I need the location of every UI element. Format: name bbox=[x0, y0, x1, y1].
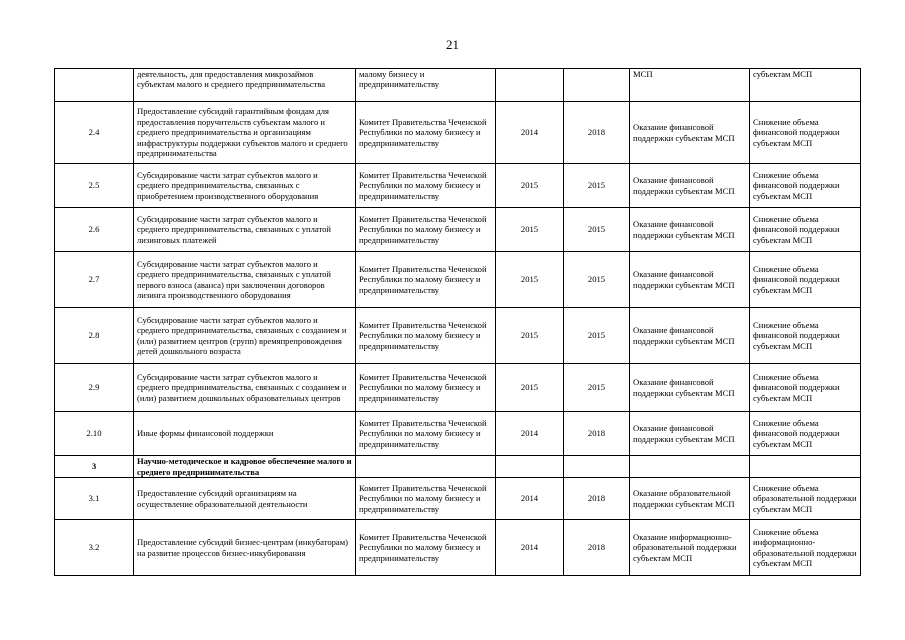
end-year-cell: 2018 bbox=[564, 412, 630, 456]
row-number: 3.2 bbox=[55, 520, 134, 576]
indicator-cell: Снижение объема финансовой поддержки субъектам МСП bbox=[750, 364, 861, 412]
row-number: 2.6 bbox=[55, 208, 134, 252]
result-cell: Оказание финансовой поддержки субъектам МСП bbox=[630, 102, 750, 164]
result-cell: Оказание финансовой поддержки субъектам МСП bbox=[630, 308, 750, 364]
indicator-cell bbox=[750, 456, 861, 478]
executor-cell: Комитет Правительства Чеченской Республики по малому бизнесу и предпринимательству bbox=[356, 102, 496, 164]
executor-cell: Комитет Правительства Чеченской Республики по малому бизнесу и предпринимательству bbox=[356, 478, 496, 520]
end-year-cell: 2015 bbox=[564, 164, 630, 208]
executor-cell: Комитет Правительства Чеченской Республики по малому бизнесу и предпринимательству bbox=[356, 308, 496, 364]
end-year-cell bbox=[564, 456, 630, 478]
end-year-cell: 2015 bbox=[564, 252, 630, 308]
action-cell: Предоставление субсидий бизнес-центрам (инкубаторам) на развитие процессов бизнес-инкубирования bbox=[134, 520, 356, 576]
action-cell: Субсидирование части затрат субъектов малого и среднего предпринимательства, связанных с приобретением производственного оборудования bbox=[134, 164, 356, 208]
table-row bbox=[55, 208, 861, 252]
executor-cell: Комитет Правительства Чеченской Республики по малому бизнесу и предпринимательству bbox=[356, 252, 496, 308]
table-row bbox=[55, 69, 861, 102]
result-cell: Оказание финансовой поддержки субъектам МСП bbox=[630, 412, 750, 456]
start-year-cell: 2015 bbox=[496, 252, 564, 308]
table-row bbox=[55, 164, 861, 208]
result-cell bbox=[630, 456, 750, 478]
end-year-cell: 2015 bbox=[564, 308, 630, 364]
table-body bbox=[55, 69, 861, 576]
table-row bbox=[55, 102, 861, 164]
start-year-cell: 2015 bbox=[496, 308, 564, 364]
result-cell: Оказание финансовой поддержки субъектам МСП bbox=[630, 164, 750, 208]
executor-cell: Комитет Правительства Чеченской Республики по малому бизнесу и предпринимательству bbox=[356, 520, 496, 576]
table-row bbox=[55, 412, 861, 456]
action-cell: Предоставление субсидий гарантийным фондам для предоставления поручительств субъектам малого и среднего предпринимательства и организациям инфраструктуры поддержки субъектов малого и среднего предпринимательства bbox=[134, 102, 356, 164]
row-number: 3 bbox=[55, 456, 134, 478]
start-year-cell: 2015 bbox=[496, 164, 564, 208]
action-cell: деятельность, для предоставления микрозаймов субъектам малого и среднего предпринимательства bbox=[134, 69, 356, 102]
row-number: 3.1 bbox=[55, 478, 134, 520]
row-number: 2.10 bbox=[55, 412, 134, 456]
end-year-cell: 2018 bbox=[564, 102, 630, 164]
executor-cell: Комитет Правительства Чеченской Республики по малому бизнесу и предпринимательству bbox=[356, 412, 496, 456]
action-cell: Субсидирование части затрат субъектов малого и среднего предпринимательства, связанных с созданием и (или) развитием центров (групп) времяпрепровождения детей дошкольного возраста bbox=[134, 308, 356, 364]
action-cell: Субсидирование части затрат субъектов малого и среднего предпринимательства, связанных с уплатой первого взноса (аванса) при заключении договоров лизинга производственного оборудования bbox=[134, 252, 356, 308]
action-cell: Иные формы финансовой поддержки bbox=[134, 412, 356, 456]
indicator-cell: Снижение объема финансовой поддержки субъектам МСП bbox=[750, 208, 861, 252]
indicator-cell: Снижение объема образовательной поддержки субъектам МСП bbox=[750, 478, 861, 520]
measures-table bbox=[54, 68, 861, 576]
end-year-cell: 2018 bbox=[564, 478, 630, 520]
executor-cell: малому бизнесу и предпринимательству bbox=[356, 69, 496, 102]
indicator-cell: Снижение объема финансовой поддержки субъектам МСП bbox=[750, 412, 861, 456]
table-row bbox=[55, 520, 861, 576]
action-cell: Предоставление субсидий организациям на осуществление образовательной деятельности bbox=[134, 478, 356, 520]
result-cell: Оказание информационно-образовательной поддержки субъектам МСП bbox=[630, 520, 750, 576]
row-number: 2.9 bbox=[55, 364, 134, 412]
table-row bbox=[55, 478, 861, 520]
action-cell: Научно-методическое и кадровое обеспечение малого и среднего предпринимательства bbox=[134, 456, 356, 478]
executor-cell: Комитет Правительства Чеченской Республики по малому бизнесу и предпринимательству bbox=[356, 164, 496, 208]
indicator-cell: субъектам МСП bbox=[750, 69, 861, 102]
indicator-cell: Снижение объема финансовой поддержки субъектам МСП bbox=[750, 164, 861, 208]
start-year-cell: 2015 bbox=[496, 364, 564, 412]
section-row bbox=[55, 456, 861, 478]
result-cell: Оказание образовательной поддержки субъектам МСП bbox=[630, 478, 750, 520]
result-cell: Оказание финансовой поддержки субъектам МСП bbox=[630, 208, 750, 252]
row-number: 2.4 bbox=[55, 102, 134, 164]
end-year-cell: 2018 bbox=[564, 520, 630, 576]
action-cell: Субсидирование части затрат субъектов малого и среднего предпринимательства, связанных с созданием и (или) развитием дошкольных образовательных центров bbox=[134, 364, 356, 412]
start-year-cell: 2014 bbox=[496, 478, 564, 520]
row-number bbox=[55, 69, 134, 102]
indicator-cell: Снижение объема информационно-образовательной поддержки субъектам МСП bbox=[750, 520, 861, 576]
executor-cell bbox=[356, 456, 496, 478]
start-year-cell: 2015 bbox=[496, 208, 564, 252]
action-cell: Субсидирование части затрат субъектов малого и среднего предпринимательства, связанных с уплатой лизинговых платежей bbox=[134, 208, 356, 252]
table-row bbox=[55, 364, 861, 412]
end-year-cell: 2015 bbox=[564, 208, 630, 252]
result-cell: Оказание финансовой поддержки субъектам МСП bbox=[630, 252, 750, 308]
executor-cell: Комитет Правительства Чеченской Республики по малому бизнесу и предпринимательству bbox=[356, 364, 496, 412]
start-year-cell: 2014 bbox=[496, 102, 564, 164]
table-row bbox=[55, 308, 861, 364]
page-number: 21 bbox=[446, 37, 459, 52]
start-year-cell bbox=[496, 456, 564, 478]
result-cell: Оказание финансовой поддержки субъектам МСП bbox=[630, 364, 750, 412]
indicator-cell: Снижение объема финансовой поддержки субъектам МСП bbox=[750, 308, 861, 364]
row-number: 2.7 bbox=[55, 252, 134, 308]
indicator-cell: Снижение объема финансовой поддержки субъектам МСП bbox=[750, 252, 861, 308]
table-row bbox=[55, 252, 861, 308]
indicator-cell: Снижение объема финансовой поддержки субъектам МСП bbox=[750, 102, 861, 164]
row-number: 2.5 bbox=[55, 164, 134, 208]
result-cell: МСП bbox=[630, 69, 750, 102]
end-year-cell: 2015 bbox=[564, 364, 630, 412]
executor-cell: Комитет Правительства Чеченской Республики по малому бизнесу и предпринимательству bbox=[356, 208, 496, 252]
start-year-cell bbox=[496, 69, 564, 102]
start-year-cell: 2014 bbox=[496, 520, 564, 576]
end-year-cell bbox=[564, 69, 630, 102]
row-number: 2.8 bbox=[55, 308, 134, 364]
start-year-cell: 2014 bbox=[496, 412, 564, 456]
